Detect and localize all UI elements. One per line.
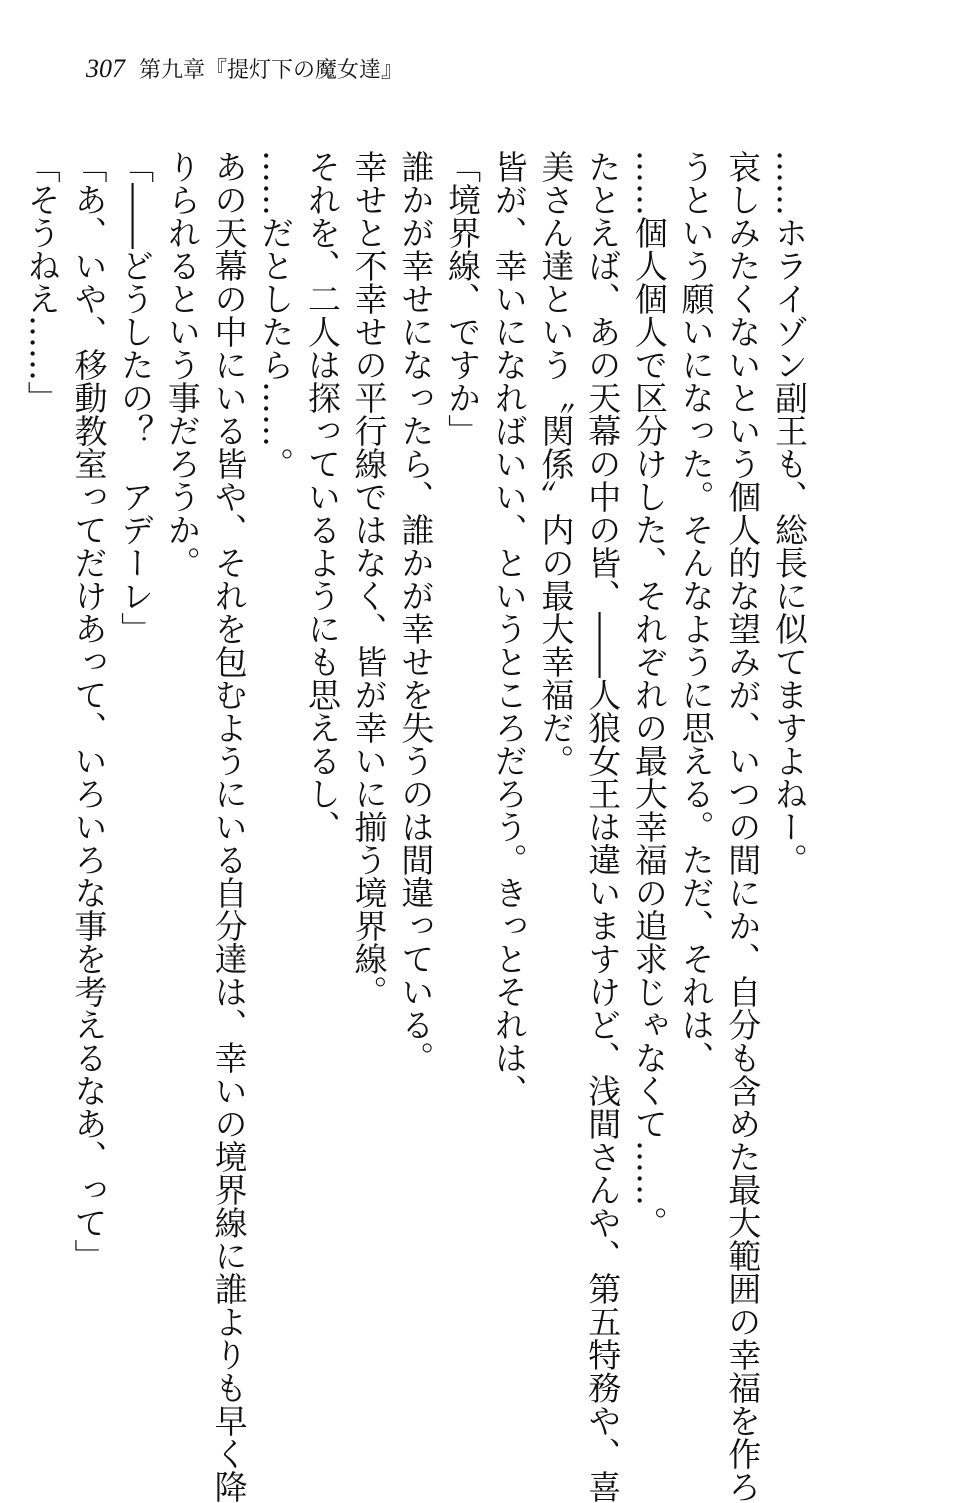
text-line-16: 「あ、いや、移動教室ってだけあって、いろいろな事を考えるなあ、って」: [69, 150, 109, 1272]
vertical-text-body: [18, 150, 812, 1503]
text-line-11: それを、二人は探っているようにも思えるし、: [302, 150, 342, 843]
text-line-8: 「境界線、ですか」: [443, 150, 483, 447]
text-line-7: 皆が、幸いになればいい、というところだろう。きっとそれは、: [489, 150, 529, 1107]
text-line-2: 哀しみたくないという個人的な望みが、いつの間にか、自分も含めた最大範囲の幸福を作ろ: [723, 150, 763, 1503]
text-line-12: ……だとしたら……。: [256, 150, 296, 480]
text-line-6: 美さん達という〝関係〟内の最大幸福だ。: [536, 150, 576, 777]
text-line-3: うという願いになった。そんなように思える。ただ、それは、: [676, 150, 716, 1074]
text-line-1: ……ホライゾン副王も、総長に似てますよねー。: [770, 150, 809, 876]
text-line-14: りられるという事だろうか。: [162, 150, 202, 579]
text-line-15: 「――どうしたの？ アデーレ」: [116, 150, 156, 645]
page-number: 307: [86, 54, 125, 83]
text-line-10: 幸せと不幸せの平行線ではなく、皆が幸いに揃う境界線。: [349, 150, 389, 1008]
text-line-13: あの天幕の中にいる皆や、それを包むようにいる自分達は、幸いの境界線に誰よりも早く降: [209, 150, 249, 1503]
running-header: [86, 54, 403, 86]
text-line-4: ……個人個人で区分けした、それぞれの最大幸福の追求じゃなくて……。: [629, 150, 669, 1239]
text-line-9: 誰かが幸せになったら、誰かが幸せを失うのは間違っている。: [396, 150, 436, 1074]
chapter-title: 第九章『提灯下の魔女達』: [139, 58, 404, 83]
text-line-5: たとえば、あの天幕の中の皆、――人狼女王は違いますけど、浅間さんや、第五特務や、喜: [583, 150, 623, 1503]
text-line-17: 「そうねえ……」: [22, 150, 62, 414]
